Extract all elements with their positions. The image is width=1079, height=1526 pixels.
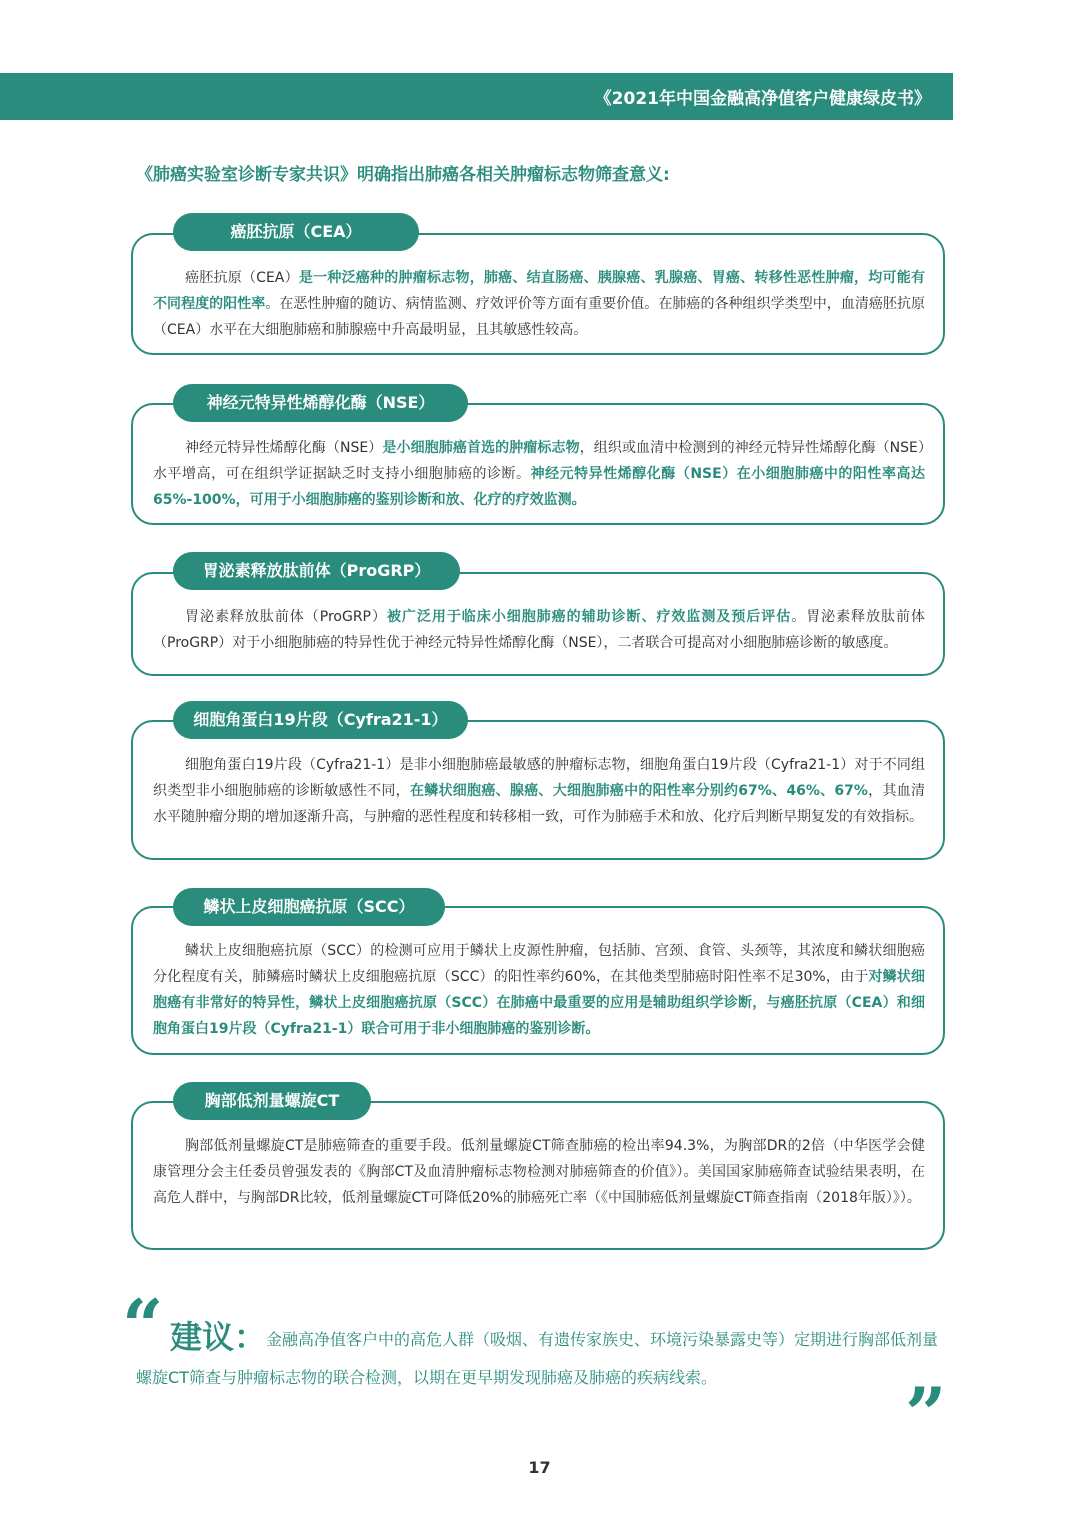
card-cea (131, 233, 945, 355)
tag-ct: 胸部低剂量螺旋CT (173, 1082, 371, 1120)
tag-progrp: 胃泌素释放肽前体（ProGRP） (173, 552, 460, 590)
card-cyfra (131, 720, 945, 860)
document-title: 《2021年中国金融高净值客户健康绿皮书》 (594, 89, 931, 109)
suggestion-label: 建议： (170, 1318, 267, 1356)
tag-cyfra: 细胞角蛋白19片段（Cyfra21-1） (173, 701, 468, 739)
close-quote-mark: ” (905, 1371, 947, 1456)
tag-scc: 鳞状上皮细胞癌抗原（SCC） (173, 888, 445, 926)
suggestion-text: 金融高净值客户中的高危人群（吸烟、有遗传家族史、环境污染暴露史等）定期进行胸部低剂量螺旋CT筛查与肿瘤标志物的联合检测，以期在更早期发现肺癌及肺癌的疾病线索。 (136, 1330, 939, 1387)
tag-nse: 神经元特异性烯醇化酶（NSE） (173, 384, 468, 422)
tag-cea: 癌胚抗原（CEA） (173, 213, 419, 251)
card-progrp-text: 胃泌素释放肽前体（ProGRP）被广泛用于临床小细胞肺癌的辅助诊断、疗效监测及预后评估。胃泌素释放肽前体（ProGRP）对于小细胞肺癌的特异性优于神经元特异性烯醇化酶（NSE），二者联合可提高对小细胞肺癌诊断的敏感度。 (153, 609, 926, 651)
card-cea-text: 癌胚抗原（CEA）是一种泛癌种的肿瘤标志物，肺癌、结直肠癌、胰腺癌、乳腺癌、胃癌、转移性恶性肿瘤，均可能有不同程度的阳性率。在恶性肿瘤的随访、病情监测、疗效评价等方面有重要价值。在肺癌的各种组织学类型中，血清癌胚抗原（CEA）水平在大细胞肺癌和肺腺癌中升高最明显，且其敏感性较高。 (153, 270, 926, 338)
card-scc (131, 906, 945, 1055)
card-nse-text: 神经元特异性烯醇化酶（NSE）是小细胞肺癌首选的肿瘤标志物，组织或血清中检测到的神经元特异性烯醇化酶（NSE）水平增高，可在组织学证据缺乏时支持小细胞肺癌的诊断。神经元特异性烯醇化酶（NSE）在小细胞肺癌中的阳性率高达65%-100%，可用于小细胞肺癌的鉴别诊断和放、化疗的疗效监测。 (153, 440, 925, 508)
open-quote-mark: “ (122, 1283, 164, 1368)
intro-heading: 《肺癌实验室诊断专家共识》明确指出肺癌各相关肿瘤标志物筛查意义: (136, 165, 670, 185)
header-band (0, 73, 953, 120)
card-scc-text: 鳞状上皮细胞癌抗原（SCC）的检测可应用于鳞状上皮源性肿瘤，包括肺、宫颈、食管、头颈等，其浓度和鳞状细胞癌分化程度有关，肺鳞癌时鳞状上皮细胞癌抗原（SCC）的阳性率约60%，在其他类型肺癌时阳性率不足30%，由于对鳞状细胞癌有非常好的特异性，鳞状上皮细胞癌抗原（SCC）在肺癌中最重要的应用是辅助组织学诊断，与癌胚抗原（CEA）和细胞角蛋白19片段（Cyfra21-1）联合可用于非小细胞肺癌的鉴别诊断。 (153, 943, 925, 1037)
suggestion-block (136, 1318, 946, 1397)
page-number: 17 (528, 1458, 551, 1477)
card-cyfra-text: 细胞角蛋白19片段（Cyfra21-1）是非小细胞肺癌最敏感的肿瘤标志物，细胞角蛋白19片段（Cyfra21-1）对于不同组织类型非小细胞肺癌的诊断敏感性不同，在鳞状细胞癌、腺癌、大细胞肺癌中的阳性率分别约67%、46%、67%，其血清水平随肿瘤分期的增加逐渐升高，与肿瘤的恶性程度和转移相一致，可作为肺癌手术和放、化疗后判断早期复发的有效指标。 (153, 757, 926, 825)
card-ct (131, 1101, 945, 1250)
card-ct-text: 胸部低剂量螺旋CT是肺癌筛查的重要手段。低剂量螺旋CT筛查肺癌的检出率94.3%，为胸部DR的2倍（中华医学会健康管理分会主任委员曾强发表的《胸部CT及血清肿瘤标志物检测对肺癌筛查的价值》）。美国国家肺癌筛查试验结果表明，在高危人群中，与胸部DR比较，低剂量螺旋CT可降低20%的肺癌死亡率（《中国肺癌低剂量螺旋CT筛查指南（2018年版）》）。 (153, 1138, 925, 1206)
